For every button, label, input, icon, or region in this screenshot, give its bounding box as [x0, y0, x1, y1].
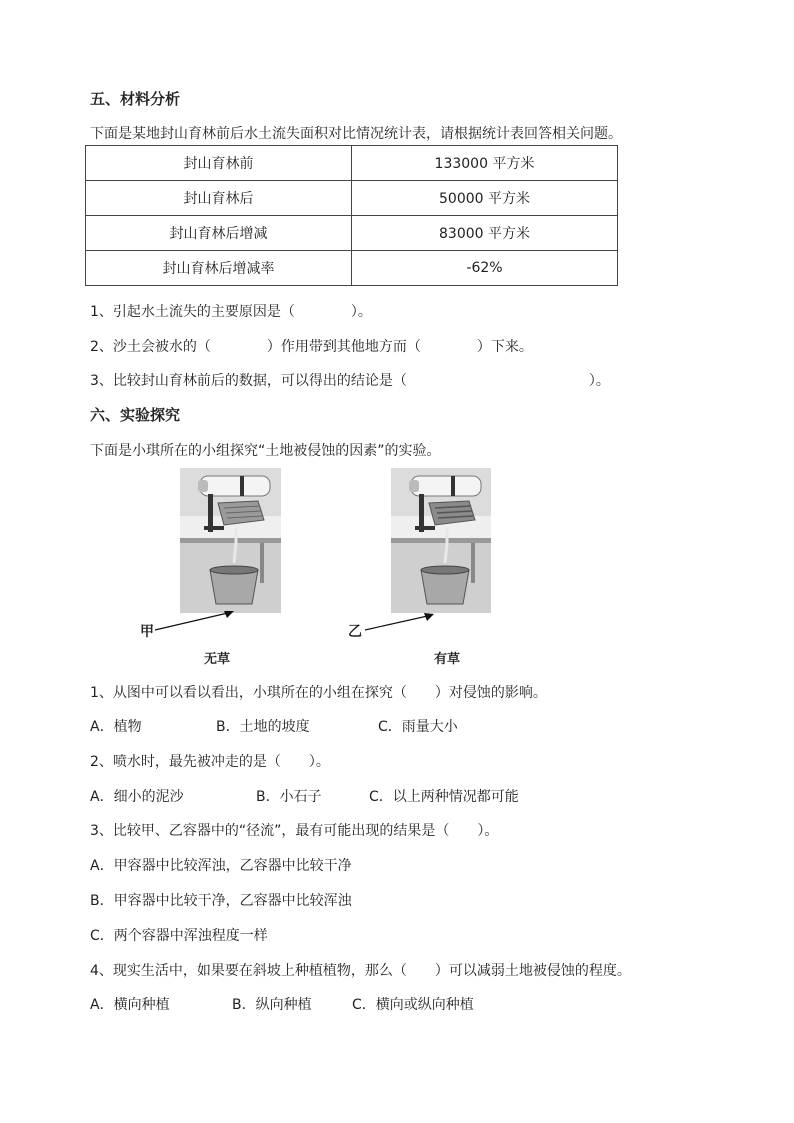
table-cell: 封山育林前	[86, 146, 352, 181]
s6-q1-option-a: A．植物	[90, 719, 142, 735]
s6-q1-option-b: B．土地的坡度	[216, 719, 310, 735]
s6-q4-option-c: C．横向或纵向种植	[352, 997, 474, 1013]
table-cell: 封山育林后增减	[86, 216, 352, 251]
experiment-photo-b	[391, 468, 491, 613]
s6-q2-option-c: C．以上两种情况都可能	[369, 789, 519, 805]
s6-q4-option-b: B．纵向种植	[232, 997, 312, 1013]
s6-question-1: 1、从图中可以看以看出，小琪所在的小组在探究（ ）对侵蚀的影响。	[90, 685, 547, 701]
table-cell: 50000 平方米	[352, 181, 618, 216]
s6-question-2: 2、喷水时，最先被冲走的是（ ）。	[90, 754, 330, 770]
table-cell: 133000 平方米	[352, 146, 618, 181]
section5-title: 五、材料分析	[90, 90, 181, 108]
table-row	[86, 251, 618, 286]
section6-title: 六、实验探究	[90, 406, 181, 424]
s5-question-2: 2、沙土会被水的（ ）作用带到其他地方而（ ）下来。	[90, 339, 533, 355]
s6-q3-option-a: A．甲容器中比较浑浊，乙容器中比较干净	[90, 858, 352, 874]
s6-q1-option-c: C．雨量大小	[378, 719, 458, 735]
caption-a: 无草	[204, 652, 231, 667]
arrow-a-icon	[150, 600, 240, 640]
s6-question-3: 3、比较甲、乙容器中的“径流”，最有可能出现的结果是（ ）。	[90, 823, 499, 839]
s5-question-1: 1、引起水土流失的主要原因是（ ）。	[90, 304, 372, 320]
table-cell: 封山育林后	[86, 181, 352, 216]
s6-q4-option-a: A．横向种植	[90, 997, 170, 1013]
table-cell: 83000 平方米	[352, 216, 618, 251]
label-b: 乙	[348, 624, 362, 640]
table-row	[86, 181, 618, 216]
s6-question-4: 4、现实生活中，如果要在斜坡上种植植物，那么（ ）可以减弱土地被侵蚀的程度。	[90, 963, 631, 979]
stats-table	[85, 145, 618, 286]
table-cell: 封山育林后增减率	[86, 251, 352, 286]
caption-b: 有草	[434, 652, 461, 667]
s6-q2-option-a: A．细小的泥沙	[90, 789, 184, 805]
section6-intro: 下面是小琪所在的小组探究“土地被侵蚀的因素”的实验。	[90, 443, 441, 459]
table-cell: -62%	[352, 251, 618, 286]
s5-question-3: 3、比较封山育林前后的数据，可以得出的结论是（ ）。	[90, 373, 610, 389]
experiment-photo-a	[180, 468, 281, 613]
section5-intro: 下面是某地封山育林前后水土流失面积对比情况统计表，请根据统计表回答相关问题。	[90, 126, 622, 142]
arrow-b-icon	[360, 608, 440, 638]
s6-q3-option-b: B．甲容器中比较干净，乙容器中比较浑浊	[90, 893, 352, 909]
table-row	[86, 216, 618, 251]
label-a: 甲	[140, 624, 154, 640]
s6-q3-option-c: C．两个容器中浑浊程度一样	[90, 928, 268, 944]
s6-q2-option-b: B．小石子	[256, 789, 322, 805]
table-row	[86, 146, 618, 181]
